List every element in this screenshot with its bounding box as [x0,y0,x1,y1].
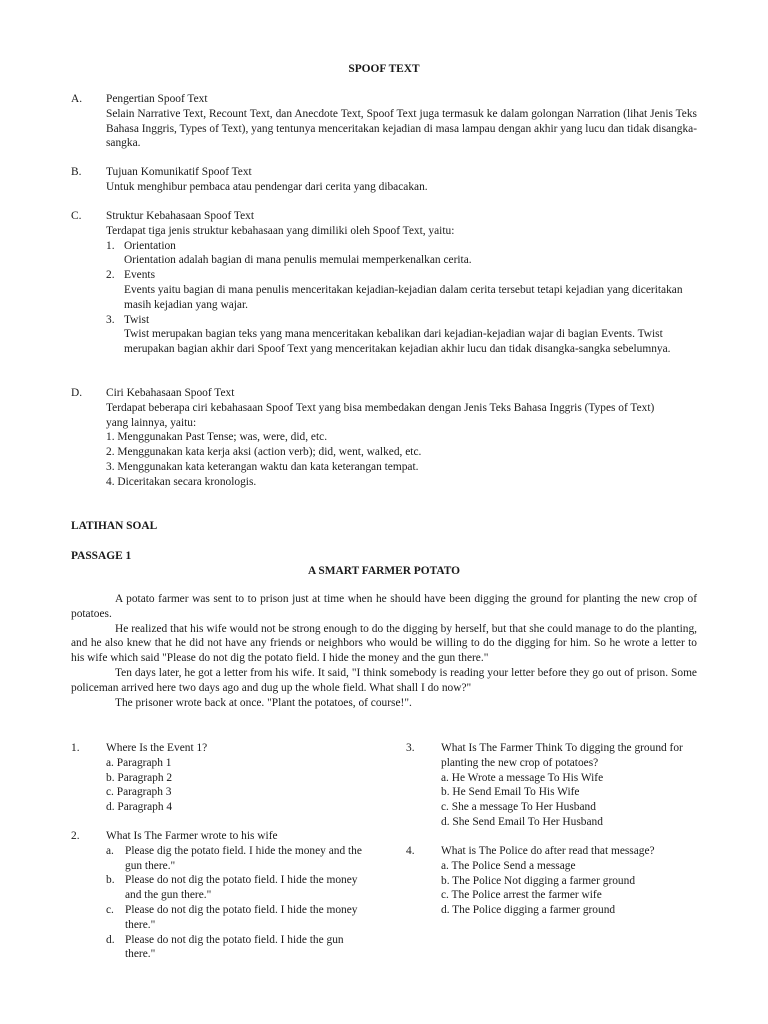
answer-option[interactable]: a. Paragraph 1 [106,756,172,769]
answer-option[interactable]: a. He Wrote a message To His Wife [441,771,604,784]
story-passage [71,592,697,710]
structure-item-num: 2. [106,269,115,282]
section-d [71,386,697,490]
section-heading: Pengertian Spoof Text [106,93,208,105]
option-letter: a. [106,844,114,857]
section-b [71,165,697,195]
section-letter: B. [71,166,82,178]
question-number: 2. [71,830,80,842]
answer-option[interactable]: c. She a message To Her Husband [441,801,596,814]
passage-label: PASSAGE 1 [71,550,132,562]
option-letter: c. [106,903,114,916]
option-text: Please do not dig the potato field. I hide the money and the gun there." [125,874,358,902]
structure-item [106,239,697,269]
structure-item-name: Twist [124,313,150,326]
section-intro: Terdapat tiga jenis struktur kebahasaan yang dimiliki oleh Spoof Text, yaitu: [106,224,455,237]
exercise-label: LATIHAN SOAL [71,520,158,532]
answer-option[interactable]: b. He Send Email To His Wife [441,786,580,799]
story-paragraph: He realized that his wife would not be strong enough to do the digging by herself, but that she could manage to do the planting, and he also knew that he did not have any friends or neighbors who would be willing to do the digging for him. So he wrote a letter to his wife which said "Please do not dig the potato field. I hide the money and the gun there." [71,622,697,665]
question-text: What is The Police do after read that message? [441,845,655,857]
section-letter: A. [71,93,83,105]
answer-option[interactable] [106,903,371,933]
feature-item: 2. Menggunakan kata kerja aksi (action verb); did, went, walked, etc. [106,446,422,459]
section-letter: D. [71,387,83,399]
question-2 [71,829,371,962]
structure-item-name: Orientation [124,239,176,252]
question-3 [406,741,706,830]
option-text: Please do not dig the potato field. I hide the money there." [125,903,358,931]
option-text: Please dig the potato field. I hide the money and the gun there." [125,844,362,872]
answer-option[interactable]: b. Paragraph 2 [106,771,173,784]
section-text: Untuk menghibur pembaca atau pendengar dari cerita yang dibacakan. [106,180,428,193]
section-c [71,209,697,357]
question-number: 4. [406,845,415,857]
answer-option[interactable] [106,844,371,874]
question-number: 3. [406,742,415,754]
section-heading: Struktur Kebahasaan Spoof Text [106,210,254,222]
answer-option[interactable]: d. She Send Email To Her Husband [441,815,603,828]
structure-item-num: 1. [106,239,115,252]
structure-item [106,268,697,312]
section-text: Selain Narrative Text, Recount Text, dan Anecdote Text, Spoof Text juga termasuk ke dalam golongan Narration (lihat Jenis Teks Bahasa Inggris, Types of Text), yang tentunya menceritakan kejadian di masa lampau dengan akhir yang lucu dan tidak disangka-sangka. [106,107,697,150]
answer-option[interactable]: a. The Police Send a message [441,859,576,872]
section-heading: Ciri Kebahasaan Spoof Text [106,387,235,399]
question-text: What Is The Farmer Think To digging the ground for planting the new crop of potatoes? [441,742,683,769]
section-heading: Tujuan Komunikatif Spoof Text [106,166,252,178]
feature-item: 3. Menggunakan kata keterangan waktu dan kata keterangan tempat. [106,460,419,473]
structure-item-name: Events [124,269,156,282]
option-text: Please do not dig the potato field. I hide the gun there." [125,933,344,961]
story-title: A SMART FARMER POTATO [307,565,460,577]
option-letter: d. [106,933,115,946]
section-intro: Terdapat beberapa ciri kebahasaan Spoof Text yang bisa membedakan dengan Jenis Teks Bahasa Inggris (Types of Text) yang lainnya, yaitu: [106,401,655,429]
structure-item [106,313,697,357]
feature-item: 4. Diceritakan secara kronologis. [106,475,257,488]
answer-option[interactable] [106,873,371,903]
answer-option[interactable] [106,933,371,963]
answer-option[interactable]: c. Paragraph 3 [106,786,172,799]
answer-option[interactable]: c. The Police arrest the farmer wife [441,889,602,902]
question-4 [406,844,706,918]
section-letter: C. [71,210,82,222]
document-title: SPOOF TEXT [348,63,420,75]
answer-option[interactable]: d. Paragraph 4 [106,801,173,814]
question-text: Where Is the Event 1? [106,742,208,754]
option-letter: b. [106,874,115,887]
feature-item: 1. Menggunakan Past Tense; was, were, did, etc. [106,431,328,444]
answer-option[interactable]: d. The Police digging a farmer ground [441,904,616,917]
structure-item-num: 3. [106,313,115,326]
section-a [71,92,697,151]
structure-item-desc: Orientation adalah bagian di mana penulis memulai memperkenalkan cerita. [124,254,472,267]
structure-item-desc: Twist merupakan bagian teks yang mana menceritakan kebalikan dari kejadian-kejadian wajar di bagian Events. Twist merupakan bagian akhir dari Spoof Text yang menceritakan kejadian akhir lucu dan tidak disangka-sangka sebelumnya. [124,328,671,356]
structure-item-desc: Events yaitu bagian di mana penulis menceritakan kejadian-kejadian dalam cerita tersebut tetapi kejadian yang diceritakan masih kejadian yang wajar. [124,283,683,311]
story-paragraph: A potato farmer was sent to to prison just at time when he should have been digging the ground for planting the new crop of potatoes. [71,593,697,620]
story-paragraph: Ten days later, he got a letter from his wife. It said, "I think somebody is reading your letter before they go out of prison. Some policeman arrived here two days ago and dug up the whole field. What shall I do now?" [71,666,697,694]
question-text: What Is The Farmer wrote to his wife [106,830,278,842]
question-number: 1. [71,742,80,754]
story-paragraph: The prisoner wrote back at once. "Plant the potatoes, of course!". [115,696,412,709]
question-1 [71,741,361,815]
answer-option[interactable]: b. The Police Not digging a farmer ground [441,874,636,887]
